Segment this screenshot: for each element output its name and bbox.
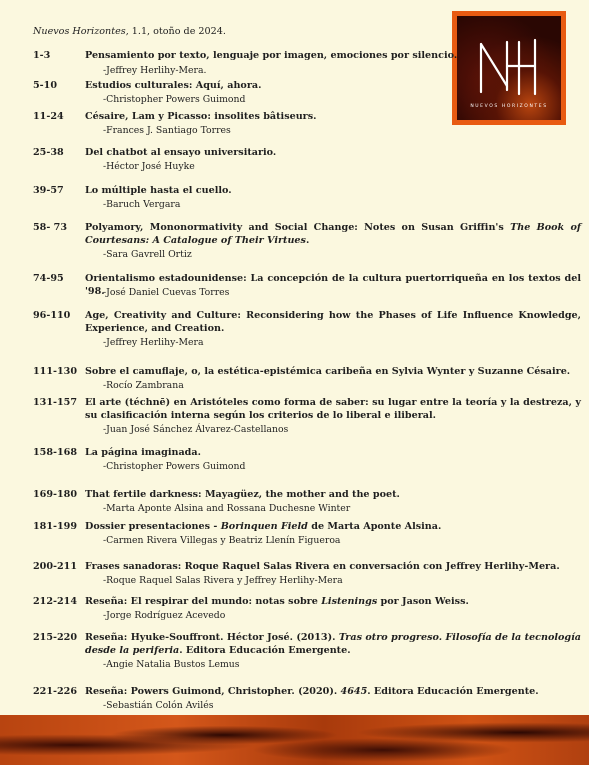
page-range: 11-24 [33,111,64,122]
page-range: 212-214 [33,596,78,607]
article-author: -Carmen Rivera Villegas y Beatriz Llenín Figueroa [103,535,341,546]
decorative-footer-band [0,715,589,765]
article-title: Age, Creativity and Culture: Reconsidering how the Phases of Life Influence Knowledge, Experience, and Creation. [85,310,581,334]
article-author: -Baruch Vergara [103,199,181,210]
article-author: -Roque Raquel Salas Rivera y Jeffrey Herlihy-Mera [103,575,343,586]
article-author: -Frances J. Santiago Torres [103,125,231,136]
article-author: -Sebastián Colón Avilés [103,700,214,711]
article-title: Sobre el camuflaje, o, la estética-epistémica caribeña en Sylvia Wynter y Suzanne Césaire. [85,366,571,377]
page-range: 74-95 [33,273,64,284]
article-title: Lo múltiple hasta el cuello. [85,185,232,196]
page-range: 58- 73 [33,222,68,233]
article-title: La página imaginada. [85,447,201,458]
article-author: -Marta Aponte Alsina and Rossana Duchesne Winter [103,503,351,514]
article-author: -Angie Natalia Bustos Lemus [103,659,240,670]
article-title: Césaire, Lam y Picasso: insolites bâtiseurs. [85,111,317,122]
article-author: -José Daniel Cuevas Torres [103,287,230,298]
article-author: -Christopher Powers Guimond [103,94,246,105]
article-author: -Héctor José Huyke [103,161,195,172]
article-title: Frases sanadoras: Roque Raquel Salas Rivera en conversación con Jeffrey Herlihy-Mera. [85,561,560,572]
issue-info: , 1.1, otoño de 2024. [125,26,226,37]
page-range: 221-226 [33,686,78,697]
article-title: Reseña: Powers Guimond, Christopher. (2020). 4645. Editora Educación Emergente. [85,686,539,697]
article-title: Orientalismo estadounidense: La concepción de la cultura puertorriqueña en los textos del '98. [85,273,581,297]
article-title: Reseña: Hyuke-Souffront. Héctor José. (2013). Tras otro progreso. Filosofía de la tecnología desde la periferia. Editora Educación Emergente. [85,632,581,656]
page-range: 131-157 [33,397,78,408]
article-title: Estudios culturales: Aquí, ahora. [85,80,262,91]
article-author: -Jeffrey Herlihy-Mera [103,337,204,348]
page-range: 215-220 [33,632,78,643]
page-range: 96-110 [33,310,71,321]
article-title: Dossier presentaciones - Borinquen Field de Marta Aponte Alsina. [85,521,442,532]
page-range: 200-211 [33,561,78,572]
article-title: Polyamory, Mononormativity and Social Change: Notes on Susan Griffin's The Book of Courtesans: A Catalogue of Their Virtues. [85,222,581,246]
article-title: Reseña: El respirar del mundo: notas sobre Listenings por Jason Weiss. [85,596,469,607]
page-range: 111-130 [33,366,78,377]
article-title: Del chatbot al ensayo universitario. [85,147,277,158]
article-author: -Christopher Powers Guimond [103,461,246,472]
page-range: 181-199 [33,521,78,532]
page-range: 1-3 [33,50,51,61]
article-author: -Jorge Rodríguez Acevedo [103,610,226,621]
issue-header [33,26,226,37]
page-range: 39-57 [33,185,64,196]
page-range: 169-180 [33,489,78,500]
page-range: 5-10 [33,80,58,91]
article-title: El arte (téchnē) en Aristóteles como forma de saber: su lugar entre la teoría y la destreza, y su clasificación interna según los criterios de lo liberal e iliberal. [85,397,581,421]
article-author: -Rocío Zambrana [103,380,184,391]
article-author: -Jeffrey Herlihy-Mera. [103,65,207,76]
journal-logo [452,11,566,125]
article-title: Pensamiento por texto, lenguaje por imagen, emociones por silencio. [85,50,458,61]
article-author: -Sara Gavrell Ortiz [103,249,192,260]
page-range: 25-38 [33,147,64,158]
logo-subtitle: NUEVOS HORIZONTES [470,104,548,109]
journal-name: Nuevos Horizontes [33,26,126,37]
page-range: 158-168 [33,447,78,458]
article-author: -Juan José Sánchez Álvarez-Castellanos [103,424,289,435]
article-title: That fertile darkness: Mayagüez, the mother and the poet. [85,489,400,500]
